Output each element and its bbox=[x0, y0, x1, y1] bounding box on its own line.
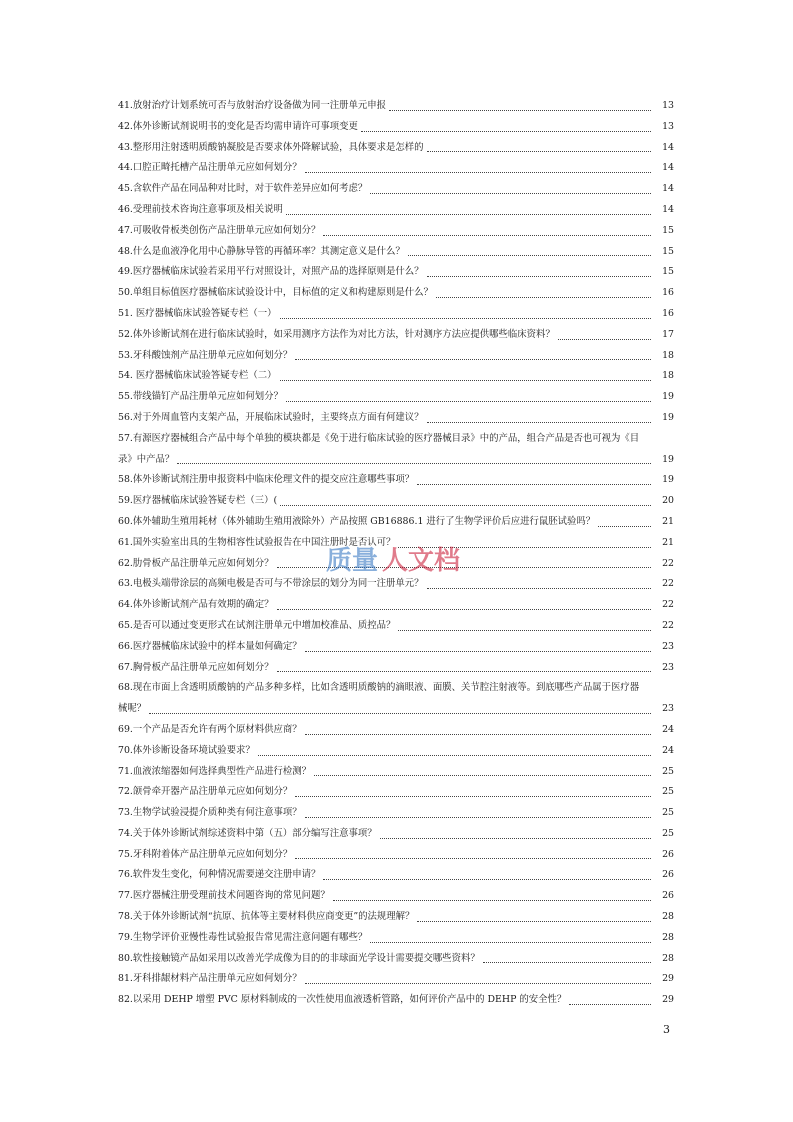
dot-leader bbox=[280, 318, 651, 319]
dot-leader bbox=[149, 713, 651, 714]
toc-entry[interactable] bbox=[118, 824, 674, 845]
toc-entry[interactable] bbox=[118, 304, 674, 325]
toc-entry-title: 48.什么是血液净化用中心静脉导管的再循环率？其测定意义是什么？ bbox=[118, 245, 405, 257]
toc-entry-page-number: 17 bbox=[662, 328, 674, 340]
toc-entry[interactable] bbox=[118, 158, 674, 179]
dot-leader bbox=[323, 235, 651, 236]
toc-entry[interactable] bbox=[118, 200, 674, 221]
toc-entry-title: 75.牙科附着体产品注册单元应如何划分？ bbox=[118, 848, 293, 860]
toc-entry[interactable] bbox=[118, 928, 674, 949]
toc-entry[interactable] bbox=[118, 242, 674, 263]
dot-leader bbox=[305, 817, 651, 818]
dot-leader bbox=[277, 671, 651, 672]
toc-entry-page-number: 15 bbox=[662, 266, 674, 278]
toc-entry-page-number: 13 bbox=[662, 120, 674, 132]
toc-entry[interactable] bbox=[118, 907, 674, 928]
toc-entry[interactable] bbox=[118, 949, 674, 970]
toc-entry[interactable] bbox=[118, 179, 674, 200]
toc-entry[interactable] bbox=[118, 325, 674, 346]
toc-entry-page-number: 22 bbox=[662, 557, 674, 569]
dot-leader bbox=[295, 796, 651, 797]
toc-entry-page-number: 19 bbox=[662, 474, 674, 486]
dot-leader bbox=[408, 255, 651, 256]
toc-entry-title: 46.受理前技术咨询注意事项及相关说明 bbox=[118, 203, 283, 215]
toc-entry[interactable] bbox=[118, 491, 674, 512]
toc-entry-title: 58.体外诊断试剂注册申报资料中临床伦理文件的提交应注意哪些事项？ bbox=[118, 474, 415, 486]
toc-entry-page-number: 19 bbox=[662, 453, 674, 465]
toc-entry-title: 59.医疗器械临床试验答疑专栏（三）( bbox=[118, 495, 278, 507]
toc-entry-title: 62.肋骨板产品注册单元应如何划分？ bbox=[118, 557, 274, 569]
toc-entry[interactable] bbox=[118, 96, 674, 117]
dot-leader bbox=[286, 214, 651, 215]
toc-entry-title: 72.颌骨牵开器产品注册单元应如何划分？ bbox=[118, 786, 293, 798]
toc-entry-page-number: 14 bbox=[662, 162, 674, 174]
toc-entry-page-number: 14 bbox=[662, 141, 674, 153]
toc-entry-page-number: 15 bbox=[662, 224, 674, 236]
toc-entry-page-number: 22 bbox=[662, 599, 674, 611]
toc-entry-page-number: 18 bbox=[662, 349, 674, 361]
dot-leader bbox=[305, 651, 651, 652]
toc-entry-page-number: 25 bbox=[662, 765, 674, 777]
toc-entry-page-number: 25 bbox=[662, 807, 674, 819]
dot-leader bbox=[483, 962, 651, 963]
toc-entry[interactable] bbox=[118, 429, 674, 471]
toc-entry-page-number: 16 bbox=[662, 287, 674, 299]
toc-entry-page-number: 25 bbox=[662, 786, 674, 798]
dot-leader bbox=[598, 526, 651, 527]
toc-entry[interactable] bbox=[118, 408, 674, 429]
dot-leader bbox=[398, 630, 651, 631]
page-number: 3 bbox=[663, 1023, 670, 1036]
toc-entry-page-number: 28 bbox=[662, 911, 674, 923]
toc-entry[interactable] bbox=[118, 616, 674, 637]
toc-entry-title: 65.是否可以通过变更形式在试剂注册单元中增加校准品、质控品？ bbox=[118, 619, 396, 631]
toc-entry-title: 71.血液浓缩器如何选择典型性产品进行检测？ bbox=[118, 765, 312, 777]
toc-entry-title: 67.胸骨板产品注册单元应如何划分？ bbox=[118, 661, 274, 673]
toc-entry-page-number: 29 bbox=[662, 994, 674, 1006]
toc-entry[interactable] bbox=[118, 969, 674, 990]
dot-leader bbox=[380, 838, 651, 839]
toc-entry[interactable] bbox=[118, 138, 674, 159]
watermark-text-accent: 人文档 bbox=[382, 546, 461, 576]
dot-leader bbox=[370, 942, 651, 943]
toc-entry-page-number: 22 bbox=[662, 619, 674, 631]
toc-entry-title: 43.整形用注射透明质酸钠凝胶是否要求体外降解试验，具体要求是怎样的 bbox=[118, 141, 424, 153]
toc-entry-page-number: 14 bbox=[662, 183, 674, 195]
toc-entry-title-continued: 械呢？ bbox=[118, 703, 147, 715]
toc-entry-page-number: 15 bbox=[662, 245, 674, 257]
toc-entry-title: 47.可吸收骨板类创伤产品注册单元应如何划分？ bbox=[118, 224, 321, 236]
toc-entry-page-number: 25 bbox=[662, 827, 674, 839]
toc-entry[interactable] bbox=[118, 886, 674, 907]
toc-entry[interactable] bbox=[118, 990, 674, 1011]
toc-entry-title: 63.电极头端带涂层的高频电极是否可与不带涂层的划分为同一注册单元？ bbox=[118, 578, 424, 590]
toc-entry-page-number: 29 bbox=[662, 973, 674, 985]
toc-entry-title: 53.牙科酸蚀剂产品注册单元应如何划分？ bbox=[118, 349, 293, 361]
toc-entry-title: 61.国外实验室出具的生物相容性试验报告在中国注册时是否认可？ bbox=[118, 536, 396, 548]
dot-leader bbox=[258, 755, 651, 756]
toc-entry[interactable] bbox=[118, 470, 674, 491]
toc-entry-page-number: 13 bbox=[662, 100, 674, 111]
dot-leader bbox=[305, 734, 651, 735]
toc-entry[interactable] bbox=[118, 346, 674, 367]
toc-entry-title: 57.有源医疗器械组合产品中每个单独的模块都是《免于进行临床试验的医疗器械目录》中的产品，组合产品是否也可视为《目 bbox=[118, 432, 640, 444]
toc-entry-page-number: 22 bbox=[662, 578, 674, 590]
dot-leader bbox=[370, 193, 651, 194]
dot-leader bbox=[558, 339, 651, 340]
dot-leader bbox=[177, 463, 651, 464]
toc-entry-title: 41.放射治疗计划系统可否与放射治疗设备做为同一注册单元申报 bbox=[118, 100, 387, 111]
toc-entry-title: 60.体外辅助生殖用耗材（体外辅助生殖用液除外）产品按照 GB16886.1 进行了生物学评价后应进行鼠胚试验吗？ bbox=[118, 515, 596, 527]
dot-leader bbox=[361, 131, 651, 132]
toc-entry[interactable] bbox=[118, 637, 674, 658]
toc-entry-title: 68.现在市面上含透明质酸钠的产品多种多样，比如含透明质酸钠的滴眼液、面膜、关节腔注射液等。到底哪些产品属于医疗器 bbox=[118, 682, 640, 694]
dot-leader bbox=[427, 588, 651, 589]
toc-entry-title: 74.关于体外诊断试剂综述资料中第（五）部分编写注意事项？ bbox=[118, 827, 377, 839]
toc-entry-page-number: 16 bbox=[662, 307, 674, 319]
toc-entry-title: 55.带线锚钉产品注册单元应如何划分？ bbox=[118, 391, 283, 403]
dot-leader bbox=[286, 401, 651, 402]
toc-entry-title: 49.医疗器械临床试验若采用平行对照设计，对照产品的选择原则是什么？ bbox=[118, 266, 424, 278]
toc-entry[interactable] bbox=[118, 262, 674, 283]
toc-entry-page-number: 24 bbox=[662, 723, 674, 735]
toc-entry-page-number: 20 bbox=[662, 495, 674, 507]
dot-leader bbox=[305, 172, 651, 173]
toc-entry-page-number: 18 bbox=[662, 370, 674, 382]
toc-entry[interactable] bbox=[118, 387, 674, 408]
dot-leader bbox=[280, 380, 651, 381]
toc-entry-title: 82.以采用 DEHP 增塑 PVC 原材料制成的一次性使用血液透析管路，如何评价产品中的 DEHP 的安全性？ bbox=[118, 994, 567, 1006]
toc-entry-page-number: 19 bbox=[662, 391, 674, 403]
dot-leader bbox=[436, 297, 651, 298]
toc-entry-page-number: 19 bbox=[662, 411, 674, 423]
toc-entry-page-number: 14 bbox=[662, 203, 674, 215]
toc-entry-title: 44.口腔正畸托槽产品注册单元应如何划分？ bbox=[118, 162, 302, 174]
toc-entry-page-number: 23 bbox=[662, 640, 674, 652]
dot-leader bbox=[389, 110, 651, 111]
dot-leader bbox=[277, 609, 651, 610]
toc-entry[interactable] bbox=[118, 678, 674, 720]
toc-entry[interactable] bbox=[118, 720, 674, 741]
dot-leader bbox=[323, 879, 651, 880]
toc-entry-page-number: 26 bbox=[662, 890, 674, 902]
dot-leader bbox=[427, 151, 651, 152]
toc-entry-title: 51. 医疗器械临床试验答疑专栏（一） bbox=[118, 307, 277, 319]
toc-entry-title: 78.关于体外诊断试剂“抗原、抗体等主要材料供应商变更”的法规理解？ bbox=[118, 911, 415, 923]
toc-entry[interactable] bbox=[118, 117, 674, 138]
toc-entry-page-number: 23 bbox=[662, 703, 674, 715]
toc-entry-page-number: 24 bbox=[662, 744, 674, 756]
toc-entry-title: 73.生物学试验浸提介质种类有何注意事项？ bbox=[118, 807, 302, 819]
toc-entry-title: 80.软性接触镜产品如采用以改善光学成像为目的的非球面光学设计需要提交哪些资料？ bbox=[118, 952, 480, 964]
toc-entry-title: 76.软件发生变化，何种情况需要递交注册申请？ bbox=[118, 869, 321, 881]
toc-entry[interactable] bbox=[118, 803, 674, 824]
toc-entry-title: 64.体外诊断试剂产品有效期的确定？ bbox=[118, 599, 274, 611]
toc-entry-page-number: 21 bbox=[662, 515, 674, 527]
toc-entry-title: 56.对于外周血管内支架产品，开展临床试验时，主要终点方面有何建议？ bbox=[118, 411, 424, 423]
dot-leader bbox=[569, 1004, 651, 1005]
toc-entry-page-number: 26 bbox=[662, 848, 674, 860]
dot-leader bbox=[427, 422, 651, 423]
toc-entry-title: 77.医疗器械注册受理前技术问题咨询的常见问题？ bbox=[118, 890, 330, 902]
toc-entry-title: 81.牙科排龈材料产品注册单元应如何划分？ bbox=[118, 973, 302, 985]
toc-entry-title: 69.一个产品是否允许有两个原材料供应商？ bbox=[118, 723, 302, 735]
toc-entry[interactable] bbox=[118, 512, 674, 533]
dot-leader bbox=[295, 359, 651, 360]
dot-leader bbox=[417, 921, 651, 922]
toc-entry-title: 79.生物学评价亚慢性毒性试验报告常见需注意问题有哪些？ bbox=[118, 931, 368, 943]
toc-entry[interactable] bbox=[118, 741, 674, 762]
toc-entry[interactable] bbox=[118, 366, 674, 387]
dot-leader bbox=[333, 900, 651, 901]
toc-entry[interactable] bbox=[118, 221, 674, 242]
toc-entry[interactable] bbox=[118, 845, 674, 866]
toc-entry[interactable] bbox=[118, 658, 674, 679]
toc-entry[interactable] bbox=[118, 283, 674, 304]
dot-leader bbox=[314, 775, 651, 776]
toc-entry-page-number: 23 bbox=[662, 661, 674, 673]
dot-leader bbox=[305, 983, 651, 984]
toc-entry-title: 66.医疗器械临床试验中的样本量如何确定？ bbox=[118, 640, 302, 652]
watermark-logo bbox=[324, 539, 472, 577]
toc-entry[interactable] bbox=[118, 782, 674, 803]
dot-leader bbox=[427, 276, 651, 277]
toc-entry-title-continued: 录》中产品？ bbox=[118, 453, 175, 465]
toc-entry-title: 42.体外诊断试剂说明书的变化是否均需申请许可事项变更 bbox=[118, 120, 358, 132]
toc-entry-title: 45.含软件产品在同品种对比时，对于软件差异应如何考虑？ bbox=[118, 183, 368, 195]
toc-entry-page-number: 28 bbox=[662, 952, 674, 964]
toc-entry[interactable] bbox=[118, 595, 674, 616]
watermark-text-main: 质量 bbox=[326, 546, 379, 576]
dot-leader bbox=[417, 484, 651, 485]
toc-entry-page-number: 26 bbox=[662, 869, 674, 881]
toc-entry[interactable] bbox=[118, 762, 674, 783]
toc-entry-title: 50.单组目标值医疗器械临床试验设计中，目标值的定义和构建原则是什么？ bbox=[118, 287, 433, 299]
toc-entry-title: 70.体外诊断设备环境试验要求？ bbox=[118, 744, 255, 756]
toc-entry[interactable] bbox=[118, 865, 674, 886]
toc-entry-title: 54. 医疗器械临床试验答疑专栏（二） bbox=[118, 370, 277, 382]
toc-entry-page-number: 21 bbox=[662, 536, 674, 548]
dot-leader bbox=[295, 858, 651, 859]
toc-entry-title: 52.体外诊断试剂在进行临床试验时，如采用测序方法作为对比方法，针对测序方法应提供哪些临床资料？ bbox=[118, 328, 555, 340]
toc-entry[interactable] bbox=[118, 574, 674, 595]
toc-entry-page-number: 28 bbox=[662, 931, 674, 943]
dot-leader bbox=[280, 505, 651, 506]
